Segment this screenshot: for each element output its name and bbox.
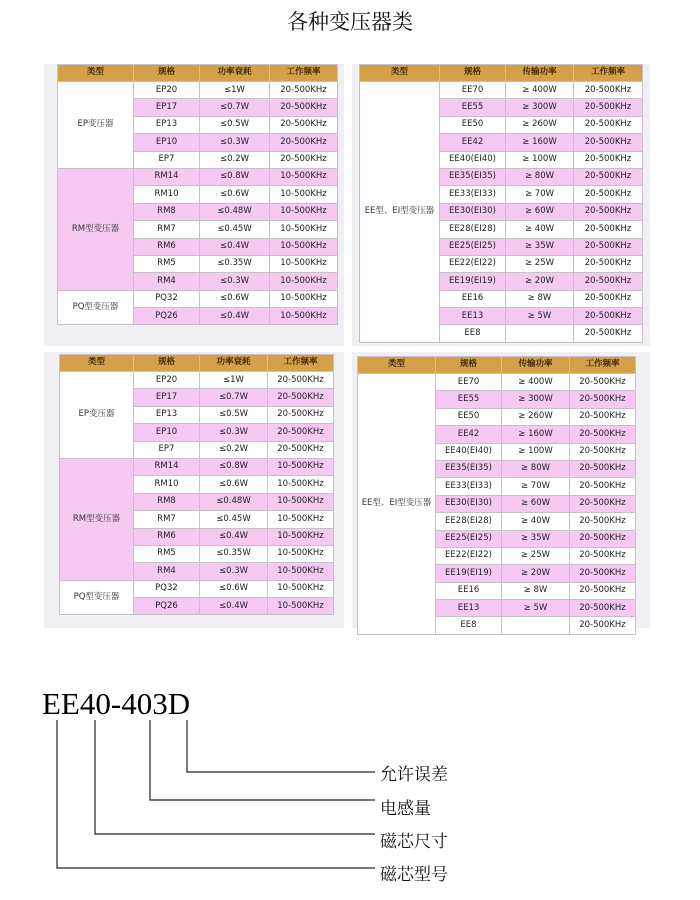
power-cell: ≤0.3W	[200, 563, 268, 580]
column-header: 规格	[436, 357, 502, 374]
column-header: 类型	[60, 355, 134, 372]
spec-cell: RM7	[134, 221, 200, 238]
freq-cell: 10-500KHz	[270, 168, 338, 185]
type-cell: RM型变压器	[58, 168, 134, 290]
power-cell: ≥ 80W	[506, 168, 574, 185]
column-header: 功率衰耗	[200, 65, 270, 82]
power-cell: ≥ 60W	[506, 203, 574, 220]
spec-cell: EE55	[440, 99, 506, 116]
freq-cell: 10-500KHz	[270, 186, 338, 203]
column-header: 工作频率	[270, 65, 338, 82]
power-cell: ≥ 5W	[506, 308, 574, 325]
freq-cell: 10-500KHz	[268, 493, 334, 510]
freq-cell: 10-500KHz	[268, 563, 334, 580]
power-cell: ≤0.8W	[200, 168, 270, 185]
spec-cell: EE40(EI40)	[436, 443, 502, 460]
power-cell: ≥ 260W	[506, 116, 574, 133]
spec-cell: EP7	[134, 151, 200, 168]
spec-cell: EE28(EI28)	[440, 221, 506, 238]
power-cell: ≤0.7W	[200, 99, 270, 116]
power-cell: ≤0.7W	[200, 389, 268, 406]
freq-cell: 20-500KHz	[574, 255, 643, 272]
column-header: 规格	[440, 65, 506, 82]
freq-cell: 20-500KHz	[268, 441, 334, 458]
spec-cell: EE70	[440, 82, 506, 99]
freq-cell: 20-500KHz	[270, 82, 338, 99]
spec-cell: EE19(EI19)	[440, 273, 506, 290]
freq-cell: 20-500KHz	[268, 372, 334, 389]
spec-cell: RM8	[134, 203, 200, 220]
power-cell: ≥ 60W	[502, 495, 570, 512]
spec-cell: RM4	[134, 563, 200, 580]
spec-cell: PQ26	[134, 308, 200, 325]
freq-cell: 20-500KHz	[570, 391, 636, 408]
column-header: 规格	[134, 65, 200, 82]
type-cell: RM型变压器	[60, 458, 134, 580]
freq-cell: 20-500KHz	[574, 290, 643, 307]
column-header: 类型	[360, 65, 440, 82]
spec-cell: RM14	[134, 168, 200, 185]
spec-cell: RM8	[134, 493, 200, 510]
freq-cell: 20-500KHz	[574, 238, 643, 255]
column-header: 规格	[134, 355, 200, 372]
freq-cell: 20-500KHz	[574, 221, 643, 238]
freq-cell: 20-500KHz	[268, 406, 334, 423]
column-header: 传输功率	[502, 357, 570, 374]
power-cell: ≥ 20W	[502, 565, 570, 582]
power-cell: ≤0.35W	[200, 255, 270, 272]
type-cell: PQ型变压器	[60, 580, 134, 615]
power-cell: ≤0.3W	[200, 273, 270, 290]
spec-cell: EP10	[134, 134, 200, 151]
spec-cell: EE33(EI33)	[440, 186, 506, 203]
power-cell: ≤0.48W	[200, 203, 270, 220]
freq-cell: 20-500KHz	[570, 547, 636, 564]
freq-cell: 20-500KHz	[270, 134, 338, 151]
label-inductance: 电感量	[380, 799, 431, 819]
spec-cell: EE30(EI30)	[440, 203, 506, 220]
spec-cell: RM10	[134, 476, 200, 493]
spec-cell: EE35(EI35)	[436, 460, 502, 477]
column-header: 工作频率	[574, 65, 643, 82]
type-cell: EE型、EI型变压器	[360, 82, 440, 343]
spec-cell: PQ26	[134, 598, 200, 615]
power-cell: ≥ 5W	[502, 600, 570, 617]
spec-cell: EE42	[440, 134, 506, 151]
freq-cell: 20-500KHz	[570, 478, 636, 495]
freq-cell: 20-500KHz	[268, 389, 334, 406]
spec-cell: EE55	[436, 391, 502, 408]
freq-cell: 10-500KHz	[270, 238, 338, 255]
freq-cell: 10-500KHz	[270, 308, 338, 325]
power-cell: ≥ 8W	[502, 582, 570, 599]
power-cell: ≤0.6W	[200, 580, 268, 597]
spec-cell: EE8	[436, 617, 502, 634]
spec-cell: RM6	[134, 528, 200, 545]
power-cell: ≥ 8W	[506, 290, 574, 307]
freq-cell: 20-500KHz	[570, 443, 636, 460]
freq-cell: 20-500KHz	[574, 151, 643, 168]
power-cell: ≥ 20W	[506, 273, 574, 290]
power-cell: ≥ 35W	[502, 530, 570, 547]
label-core-type: 磁芯型号	[380, 865, 448, 885]
freq-cell: 20-500KHz	[574, 325, 643, 342]
spec-cell: EP13	[134, 116, 200, 133]
spec-cell: EE22(EI22)	[436, 547, 502, 564]
part-code: EE40-403D	[42, 686, 191, 721]
spec-cell: EP7	[134, 441, 200, 458]
freq-cell: 20-500KHz	[574, 99, 643, 116]
freq-cell: 20-500KHz	[570, 495, 636, 512]
spec-cell: EE40(EI40)	[440, 151, 506, 168]
freq-cell: 20-500KHz	[270, 116, 338, 133]
freq-cell: 20-500KHz	[270, 99, 338, 116]
freq-cell: 20-500KHz	[268, 424, 334, 441]
spec-cell: EE19(EI19)	[436, 565, 502, 582]
leader-line-core-size	[95, 720, 375, 834]
column-header: 传输功率	[506, 65, 574, 82]
freq-cell: 10-500KHz	[268, 528, 334, 545]
power-cell: ≥ 100W	[502, 443, 570, 460]
power-cell: ≤0.35W	[200, 545, 268, 562]
spec-cell: EE30(EI30)	[436, 495, 502, 512]
spec-cell: RM4	[134, 273, 200, 290]
spec-cell: EE50	[436, 408, 502, 425]
power-cell: ≥ 70W	[502, 478, 570, 495]
freq-cell: 10-500KHz	[270, 290, 338, 307]
column-header: 工作频率	[570, 357, 636, 374]
spec-cell: EE8	[440, 325, 506, 342]
spec-cell: EP17	[134, 99, 200, 116]
freq-cell: 10-500KHz	[270, 255, 338, 272]
freq-cell: 20-500KHz	[574, 134, 643, 151]
power-cell: ≥ 40W	[502, 513, 570, 530]
spec-cell: EE25(EI25)	[436, 530, 502, 547]
spec-cell: EP10	[134, 424, 200, 441]
spec-cell: RM5	[134, 255, 200, 272]
label-core-size: 磁芯尺寸	[380, 832, 448, 852]
power-cell: ≥ 70W	[506, 186, 574, 203]
leader-line-core-type	[57, 720, 375, 868]
spec-cell: RM5	[134, 545, 200, 562]
spec-cell: RM6	[134, 238, 200, 255]
column-header: 类型	[58, 65, 134, 82]
power-cell: ≤0.8W	[200, 458, 268, 475]
freq-cell: 10-500KHz	[270, 221, 338, 238]
power-cell: ≥ 300W	[506, 99, 574, 116]
spec-cell: PQ32	[134, 580, 200, 597]
power-cell: ≤0.4W	[200, 528, 268, 545]
power-cell: ≤0.6W	[200, 476, 268, 493]
freq-cell: 20-500KHz	[574, 308, 643, 325]
spec-cell: EE50	[440, 116, 506, 133]
type-cell: EP变压器	[58, 82, 134, 169]
spec-cell: PQ32	[134, 290, 200, 307]
spec-cell: EP17	[134, 389, 200, 406]
power-cell: ≤0.4W	[200, 308, 270, 325]
power-cell: ≥ 260W	[502, 408, 570, 425]
spec-cell: EP13	[134, 406, 200, 423]
spec-cell: EE22(EI22)	[440, 255, 506, 272]
power-cell: ≥ 25W	[506, 255, 574, 272]
spec-cell: EE13	[440, 308, 506, 325]
freq-cell: 20-500KHz	[570, 426, 636, 443]
power-cell: ≤1W	[200, 82, 270, 99]
freq-cell: 10-500KHz	[268, 598, 334, 615]
power-cell: ≤0.2W	[200, 151, 270, 168]
freq-cell: 20-500KHz	[570, 460, 636, 477]
freq-cell: 20-500KHz	[574, 203, 643, 220]
freq-cell: 20-500KHz	[570, 408, 636, 425]
power-cell: ≥ 400W	[506, 82, 574, 99]
freq-cell: 10-500KHz	[270, 203, 338, 220]
power-cell: ≤0.5W	[200, 406, 268, 423]
power-cell: ≥ 160W	[506, 134, 574, 151]
freq-cell: 20-500KHz	[574, 168, 643, 185]
freq-cell: 20-500KHz	[574, 186, 643, 203]
spec-cell: EE16	[436, 582, 502, 599]
column-header: 类型	[358, 357, 436, 374]
spec-cell: EE33(EI33)	[436, 478, 502, 495]
freq-cell: 20-500KHz	[570, 530, 636, 547]
freq-cell: 20-500KHz	[570, 565, 636, 582]
freq-cell: 20-500KHz	[570, 374, 636, 391]
power-cell: ≥ 35W	[506, 238, 574, 255]
spec-cell: EP20	[134, 372, 200, 389]
freq-cell: 10-500KHz	[268, 580, 334, 597]
power-cell: ≤0.6W	[200, 186, 270, 203]
leader-line-inductance	[150, 720, 375, 800]
power-cell: ≥ 40W	[506, 221, 574, 238]
freq-cell: 10-500KHz	[270, 273, 338, 290]
power-cell: ≤1W	[200, 372, 268, 389]
page-title: 各种变压器类	[287, 10, 413, 34]
power-cell: ≤0.5W	[200, 116, 270, 133]
freq-cell: 10-500KHz	[268, 545, 334, 562]
label-tolerance: 允许误差	[380, 765, 448, 785]
type-cell: EE型、EI型变压器	[358, 374, 436, 635]
power-cell: ≤0.48W	[200, 493, 268, 510]
power-cell: ≥ 300W	[502, 391, 570, 408]
power-cell: ≤0.3W	[200, 424, 268, 441]
spec-cell: RM10	[134, 186, 200, 203]
power-cell: ≤0.45W	[200, 511, 268, 528]
power-cell: ≤0.4W	[200, 238, 270, 255]
type-cell: PQ型变压器	[58, 290, 134, 325]
column-header: 工作频率	[268, 355, 334, 372]
spec-cell: RM7	[134, 511, 200, 528]
power-cell: ≥ 80W	[502, 460, 570, 477]
power-cell: ≤0.4W	[200, 598, 268, 615]
freq-cell: 20-500KHz	[270, 151, 338, 168]
power-cell: ≥ 100W	[506, 151, 574, 168]
freq-cell: 20-500KHz	[574, 82, 643, 99]
freq-cell: 20-500KHz	[574, 273, 643, 290]
freq-cell: 20-500KHz	[570, 513, 636, 530]
power-cell: ≥ 160W	[502, 426, 570, 443]
spec-cell: EE28(EI28)	[436, 513, 502, 530]
spec-cell: EP20	[134, 82, 200, 99]
freq-cell: 20-500KHz	[570, 600, 636, 617]
power-cell: ≤0.45W	[200, 221, 270, 238]
power-cell: ≥ 25W	[502, 547, 570, 564]
freq-cell: 20-500KHz	[570, 617, 636, 634]
power-cell: ≥ 400W	[502, 374, 570, 391]
column-header: 功率衰耗	[200, 355, 268, 372]
freq-cell: 20-500KHz	[574, 116, 643, 133]
power-cell: ≤0.3W	[200, 134, 270, 151]
spec-cell: EE13	[436, 600, 502, 617]
freq-cell: 10-500KHz	[268, 458, 334, 475]
spec-cell: EE25(EI25)	[440, 238, 506, 255]
spec-cell: EE16	[440, 290, 506, 307]
freq-cell: 10-500KHz	[268, 476, 334, 493]
leader-line-tolerance	[187, 720, 375, 772]
freq-cell: 20-500KHz	[570, 582, 636, 599]
spec-cell: EE70	[436, 374, 502, 391]
power-cell: ≤0.6W	[200, 290, 270, 307]
type-cell: EP变压器	[60, 372, 134, 459]
spec-cell: EE35(EI35)	[440, 168, 506, 185]
spec-cell: RM14	[134, 458, 200, 475]
spec-cell: EE42	[436, 426, 502, 443]
power-cell: ≤0.2W	[200, 441, 268, 458]
freq-cell: 10-500KHz	[268, 511, 334, 528]
